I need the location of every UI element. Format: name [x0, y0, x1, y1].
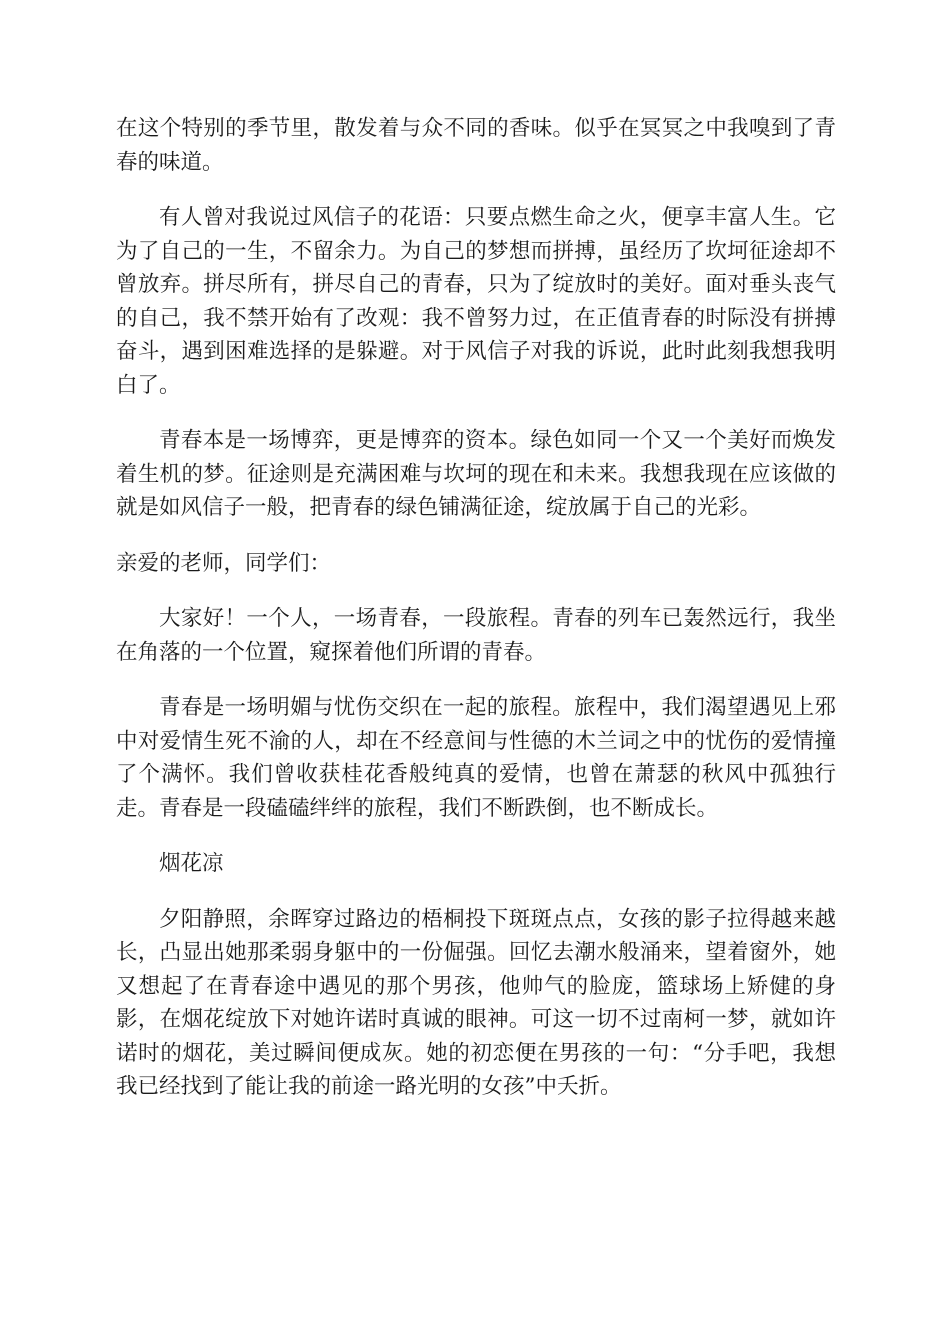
salutation: 亲爱的老师，同学们：	[116, 550, 332, 576]
paragraph-4: 大家好！一个人，一场青春，一段旅程。青春的列车已轰然远行，我坐在角落的一个位置，窥探着他们所谓的青春。	[116, 606, 836, 665]
section-title: 烟花凉	[159, 851, 224, 876]
paragraph-2: 有人曾对我说过风信子的花语：只要点燃生命之火，便享丰富人生。它为了自己的一生，不留余力。为自己的梦想而拼搏，虽经历了坎坷征途却不曾放弃。拼尽所有，拼尽自己的青春，只为了绽放时的美好。面对垂头丧气的自己，我不禁开始有了改观：我不曾努力过，在正值青春的时际没有拼搏奋斗，遇到困难选择的是躲避。对于风信子对我的诉说，此时此刻我想我明白了。	[116, 205, 836, 398]
paragraph-1: 在这个特别的季节里，散发着与众不同的香味。似乎在冥冥之中我嗅到了青春的味道。	[116, 116, 836, 175]
paragraph-3: 青春本是一场博弈，更是博弈的资本。绿色如同一个又一个美好而焕发着生机的梦。征途则是充满困难与坎坷的现在和未来。我想我现在应该做的就是如风信子一般，把青春的绿色铺满征途，绽放属于自己的光彩。	[116, 428, 836, 520]
document-page	[116, 112, 836, 1104]
paragraph-6: 夕阳静照，余晖穿过路边的梧桐投下斑斑点点，女孩的影子拉得越来越长，凸显出她那柔弱身躯中的一份倔强。回忆去潮水般涌来，望着窗外，她又想起了在青春途中遇见的那个男孩，他帅气的脸庞，篮球场上矫健的身影，在烟花绽放下对她许诺时真诚的眼神。可这一切不过南柯一梦，就如许诺时的烟花，美过瞬间便成灰。她的初恋便在男孩的一句：“分手吧，我想我已经找到了能让我的前途一路光明的女孩”中夭折。	[116, 906, 836, 1099]
paragraph-5: 青春是一场明媚与忧伤交织在一起的旅程。旅程中，我们渴望遇见上邪中对爱情生死不渝的人，却在不经意间与性德的木兰词之中的忧伤的爱情撞了个满怀。我们曾收获桂花香般纯真的爱情，也曾在萧瑟的秋风中孤独行走。青春是一段磕磕绊绊的旅程，我们不断跌倒，也不断成长。	[116, 695, 836, 821]
